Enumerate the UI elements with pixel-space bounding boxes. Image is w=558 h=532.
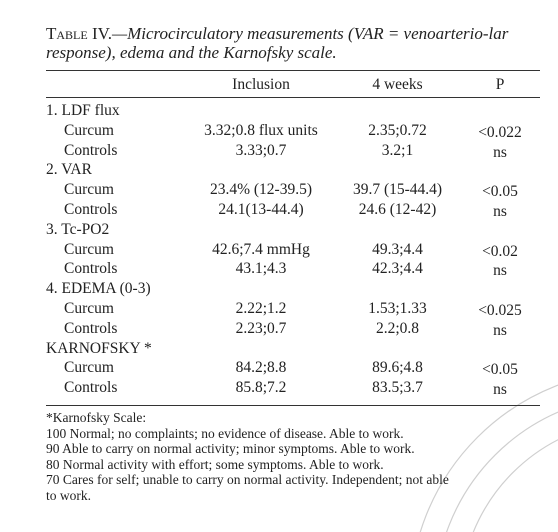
table-row xyxy=(0,260,558,280)
caption-text: —Microcirculatory measurements (VAR = venoarterio-lar response), edema and the Karnofsky scale. xyxy=(46,24,509,62)
cell-inclusion: 2.22;1.2 xyxy=(235,300,287,317)
section-row xyxy=(0,280,558,300)
cell-p-value: ns xyxy=(493,143,507,161)
table-row xyxy=(0,181,558,201)
footnote xyxy=(46,410,546,503)
bottom-rule xyxy=(46,405,540,406)
top-rule xyxy=(46,70,540,71)
row-label: Curcum xyxy=(64,359,114,377)
footnote-title: *Karnofsky Scale: xyxy=(46,410,147,425)
footnote-line: 100 Normal; no complaints; no evidence of disease. Able to work. xyxy=(46,425,404,441)
section-title: 3. Tc-PO2 xyxy=(46,220,110,238)
cell-p-value: ns xyxy=(493,203,507,220)
table-row xyxy=(0,300,558,320)
cell-4-weeks: 89.6;4.8 xyxy=(372,359,423,377)
row-label: Curcum xyxy=(64,300,114,317)
cell-4-weeks: 3.2;1 xyxy=(381,141,414,159)
cell-p-value: ns xyxy=(493,321,507,339)
table-caption xyxy=(46,24,546,62)
cell-inclusion: 2.23;0.7 xyxy=(235,319,287,337)
cell-4-weeks: 49.3;4.4 xyxy=(372,240,423,258)
row-label: Controls xyxy=(64,379,118,397)
row-label: Curcum xyxy=(64,181,114,199)
section-title: 4. EDEMA (0-3) xyxy=(46,280,151,298)
cell-inclusion: 23.4% (12-39.5) xyxy=(209,181,313,199)
table-row xyxy=(0,122,558,142)
header-p: P xyxy=(495,76,505,93)
cell-4-weeks: 42.3;4.4 xyxy=(372,260,423,278)
cell-p-value: <0.022 xyxy=(478,123,522,141)
cell-4-weeks: 2.2;0.8 xyxy=(375,319,420,337)
row-label: Controls xyxy=(64,319,118,337)
cell-4-weeks: 83.5;3.7 xyxy=(372,379,423,397)
header-inclusion: Inclusion xyxy=(232,76,290,93)
cell-inclusion: 3.32;0.8 flux units xyxy=(204,121,318,139)
cell-p-value: <0.02 xyxy=(482,242,518,260)
section-title: 1. LDF flux xyxy=(46,102,120,119)
cell-inclusion: 43.1;4.3 xyxy=(235,260,287,278)
cell-p-value: <0.025 xyxy=(478,302,522,319)
row-label: Controls xyxy=(64,141,118,159)
table-row xyxy=(0,142,558,162)
section-title: 2. VAR xyxy=(46,161,92,179)
table-row xyxy=(0,201,558,221)
section-title: KARNOFSKY * xyxy=(46,339,152,357)
cell-p-value: ns xyxy=(493,262,507,280)
cell-inclusion: 24.1(13-44.4) xyxy=(218,201,304,218)
cell-4-weeks: 24.6 (12-42) xyxy=(358,201,437,218)
cell-4-weeks: 1.53;1.33 xyxy=(368,300,427,317)
row-label: Curcum xyxy=(64,121,114,139)
row-label: Controls xyxy=(64,201,118,218)
cell-4-weeks: 39.7 (15-44.4) xyxy=(352,181,443,199)
table-row xyxy=(0,359,558,379)
section-row xyxy=(0,340,558,360)
cell-inclusion: 84.2;8.8 xyxy=(235,359,287,377)
row-label: Controls xyxy=(64,260,118,278)
cell-4-weeks: 2.35;0.72 xyxy=(368,121,427,139)
footnote-line: to work. xyxy=(46,487,91,503)
table-row xyxy=(0,241,558,261)
section-row xyxy=(0,102,558,122)
footnote-line: 70 Cares for self; unable to carry on normal activity. Independent; not able xyxy=(46,472,449,487)
cell-inclusion: 85.8;7.2 xyxy=(235,379,287,397)
section-row xyxy=(0,221,558,241)
section-row xyxy=(0,161,558,181)
row-label: Curcum xyxy=(64,240,114,258)
cell-p-value: <0.05 xyxy=(482,361,518,379)
footnote-line: 90 Able to carry on normal activity; minor symptoms. Able to work. xyxy=(46,441,415,456)
table-row xyxy=(0,320,558,340)
cell-p-value: <0.05 xyxy=(482,183,518,201)
footnote-line: 80 Normal activity with effort; some symptoms. Able to work. xyxy=(46,456,384,472)
header-rule xyxy=(46,97,540,98)
header-4-weeks: 4 weeks xyxy=(372,76,423,93)
table-number: Table IV. xyxy=(46,24,112,43)
cell-p-value: ns xyxy=(493,381,507,399)
cell-inclusion: 42.6;7.4 mmHg xyxy=(212,240,310,258)
cell-inclusion: 3.33;0.7 xyxy=(235,141,287,159)
table-row xyxy=(0,379,558,399)
